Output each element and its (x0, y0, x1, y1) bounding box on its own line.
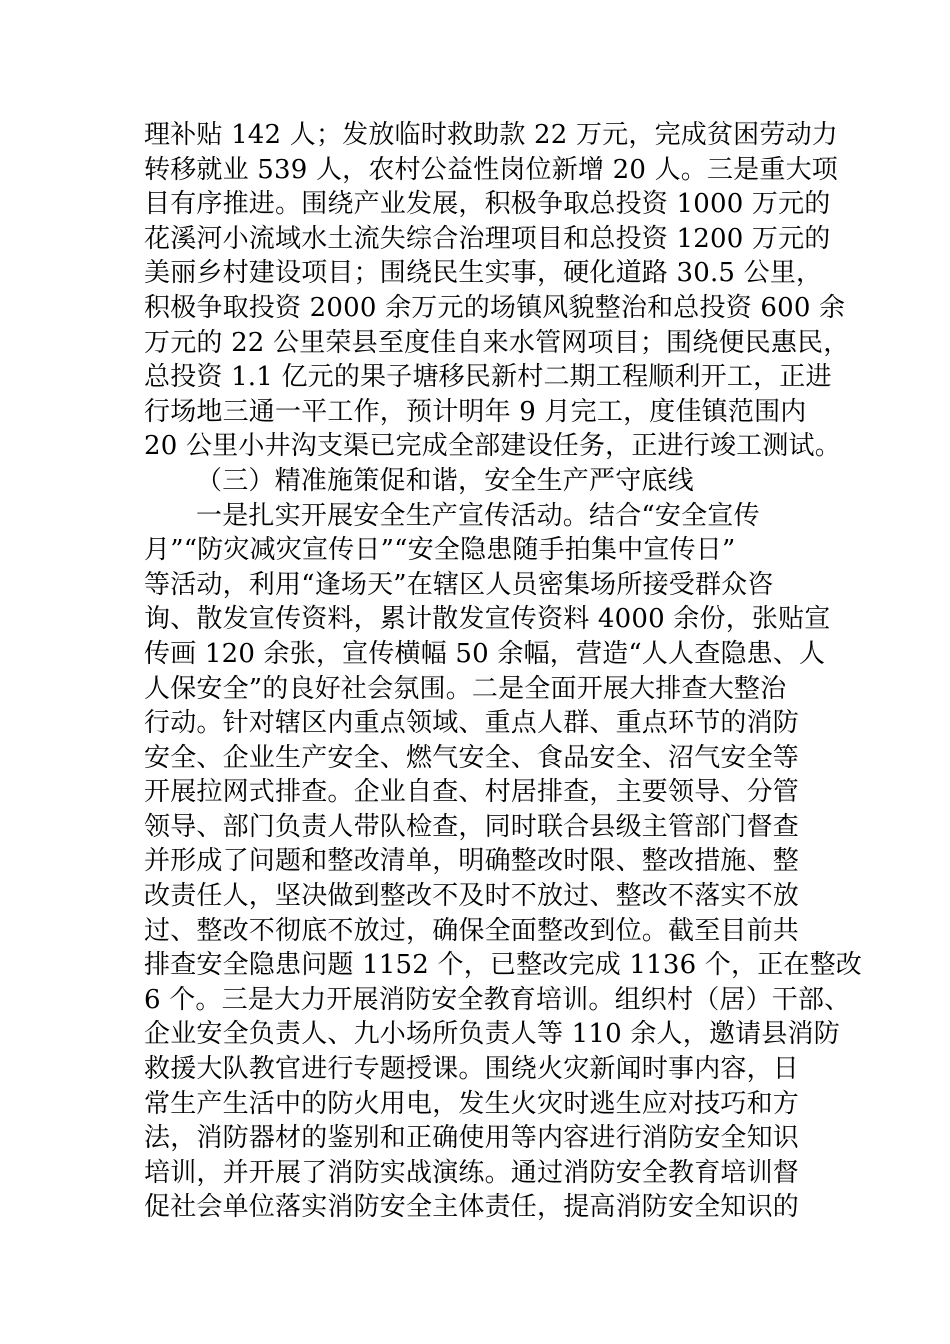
text-line: 传画 120 余张，宣传横幅 50 余幅，营造“人人查隐患、人 (144, 638, 826, 669)
text-line: 花溪河小流域水土流失综合治理项目和总投资 1200 万元的 (144, 223, 831, 254)
text-line: 总投资 1.1 亿元的果子塘移民新村二期工程顺利开工，正进 (144, 362, 832, 393)
text-line: 改责任人，坚决做到整改不及时不放过、整改不落实不放 (144, 881, 800, 912)
section-heading: （三）精准施策促和谐，安全生产严守底线 (196, 465, 694, 496)
text-line: 排查安全隐患问题 1152 个，已整改完成 1136 个，正在整改 (144, 950, 862, 981)
text-line: 并形成了问题和整改清单，明确整改时限、整改措施、整 (144, 846, 800, 877)
text-line: 救援大队教官进行专题授课。围绕火灾新闻时事内容，日 (144, 1054, 800, 1085)
text-line: 询、散发宣传资料，累计散发宣传资料 4000 余份，张贴宣 (144, 604, 831, 635)
text-line: 理补贴 142 人；发放临时救助款 22 万元，完成贫困劳动力 (144, 120, 838, 150)
text-line: 常生产生活中的防火用电，发生火灾时逃生应对技巧和方 (144, 1088, 800, 1119)
text-line: 20 公里小井沟支渠已完成全部建设任务，正进行竣工测试。 (144, 431, 841, 462)
text-line: 积极争取投资 2000 余万元的场镇风貌整治和总投资 600 余 (144, 292, 846, 323)
text-line: 促社会单位落实消防安全主体责任，提高消防安全知识的 (144, 1192, 800, 1223)
text-line: 法，消防器材的鉴别和正确使用等内容进行消防安全知识 (144, 1123, 800, 1154)
text-line: 企业安全负责人、九小场所负责人等 110 余人，邀请县消防 (144, 1019, 840, 1050)
text-line: 行动。针对辖区内重点领域、重点人群、重点环节的消防 (144, 708, 800, 739)
text-line: 等活动，利用“逢场天”在辖区人员密集场所接受群众咨 (144, 569, 774, 600)
text-line: 领导、部门负责人带队检查，同时联合县级主管部门督查 (144, 811, 800, 842)
text-line: 一是扎实开展安全生产宣传活动。结合“安全宣传 (196, 500, 760, 531)
text-line: 开展拉网式排查。企业自查、村居排查，主要领导、分管 (144, 777, 800, 808)
text-line: 6 个。三是大力开展消防安全教育培训。组织村（居）干部、 (144, 984, 851, 1015)
text-line: 过、整改不彻底不放过，确保全面整改到位。截至目前共 (144, 915, 800, 946)
text-line: 培训，并开展了消防实战演练。通过消防安全教育培训督 (144, 1157, 800, 1188)
text-line: 美丽乡村建设项目；围绕民生实事，硬化道路 30.5 公里， (144, 258, 823, 289)
text-line: 安全、企业生产安全、燃气安全、食品安全、沼气安全等 (144, 742, 800, 773)
text-line: 行场地三通一平工作，预计明年 9 月完工，度佳镇范围内 (144, 396, 807, 427)
text-line: 月”“防灾减灾宣传日”“安全隐患随手拍集中宣传日” (144, 535, 736, 566)
text-line: 转移就业 539 人，农村公益性岗位新增 20 人。三是重大项 (144, 154, 838, 185)
text-line: 万元的 22 公里荣县至度佳自来水管网项目；围绕便民惠民， (144, 327, 850, 358)
text-line: 目有序推进。围绕产业发展，积极争取总投资 1000 万元的 (144, 189, 831, 220)
text-line: 人保安全”的良好社会氛围。二是全面开展大排查大整治 (144, 673, 787, 704)
body-text (144, 118, 862, 1225)
